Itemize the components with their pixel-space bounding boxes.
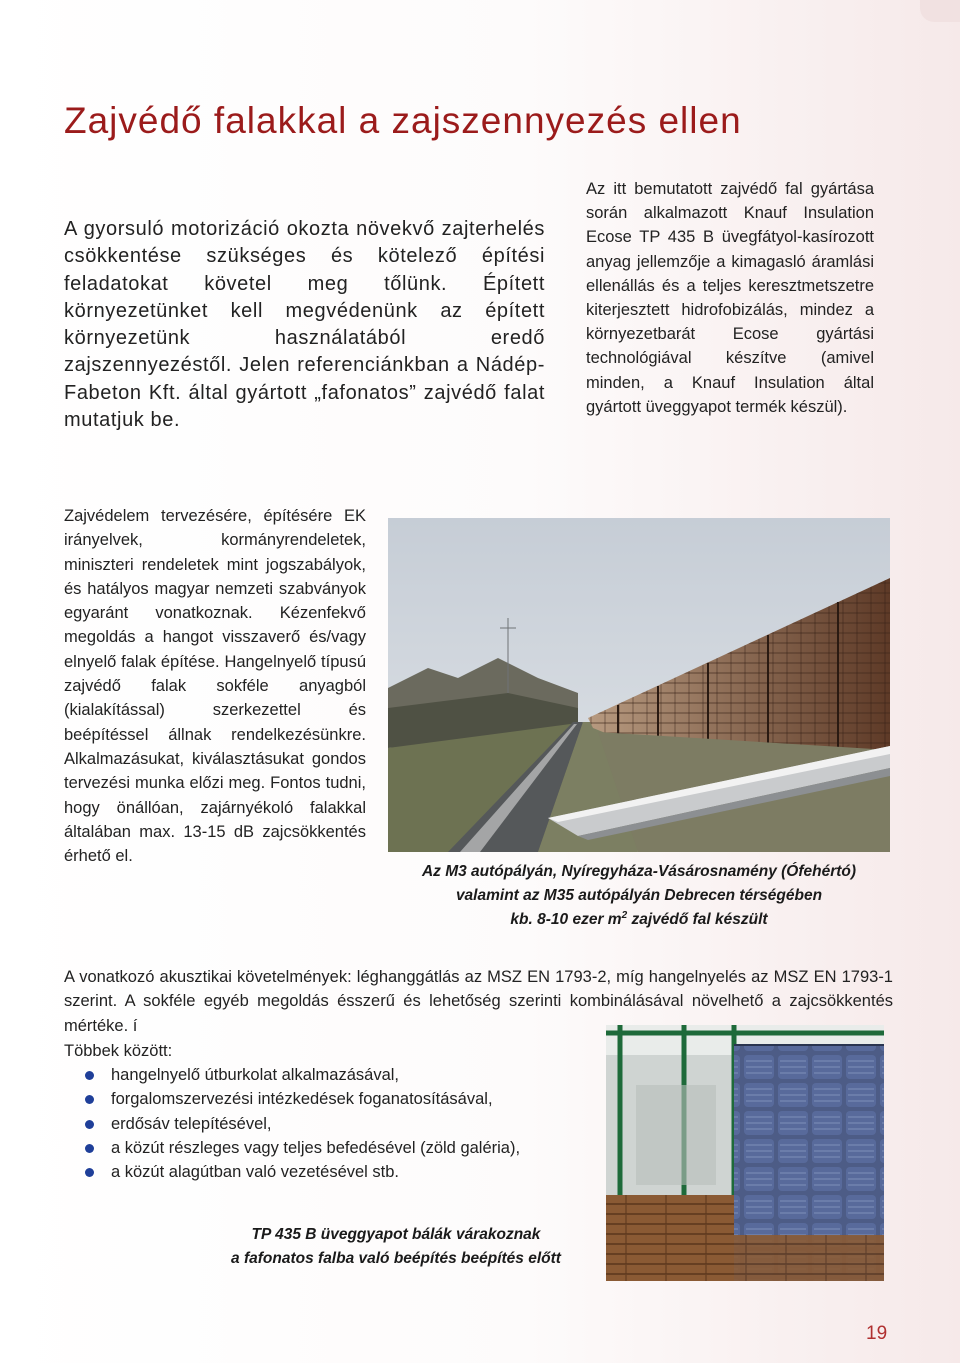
- list-item-text: a közút részleges vagy teljes befedésével (zöld galéria),: [111, 1138, 521, 1157]
- bullet-dot-icon: [85, 1071, 94, 1080]
- page-title: Zajvédő falakkal a zajszennyezés ellen: [64, 100, 742, 141]
- wall-caption-line-3-start: kb. 8-10 ezer m: [510, 911, 622, 928]
- intro-paragraph: A gyorsuló motorizáció okozta növekvő zajterhelés csökkentése szükséges és kötelező építési feladatokat követel meg tőlünk. Épített környezetünket kell megvédenünk az épített környezetünk használatából eredő zajszennyezéstől. Jelen referenciánkban a Nádép-Fabeton Kft. által gyártott „fafonatos” zajvédő falat mutatjuk be.: [64, 218, 545, 432]
- bullet-dot-icon: [85, 1168, 94, 1177]
- bales-photo-caption: [190, 1223, 602, 1271]
- wall-caption-line-1: Az M3 autópályán, Nyíregyháza-Vásárosnamény (Ófehértó): [421, 863, 857, 880]
- list-item-text: hangelnyelő útburkolat alkalmazásával,: [111, 1066, 400, 1084]
- list-item: [64, 1087, 604, 1111]
- knauf-description-paragraph: Az itt bemutatott zajvédő fal gyártása során alkalmazott Knauf Insulation Ecose TP 435 B üvegfátyol-kasírozott anyag jellemzője a kimagasló áramlási ellenállás és a teljes keresztmetszetre kiterjesztett hidrofobizálás, mindez a környezetbarát Ecose gyártási technológiával készítve (amivel minden, a Knauf Insulation által gyártott üveggyapot termék készül).: [586, 180, 874, 416]
- square-superscript: 2: [621, 909, 628, 921]
- bullet-dot-icon: [85, 1120, 94, 1129]
- list-item: [64, 1160, 604, 1184]
- among-label: Többek között:: [64, 1042, 173, 1060]
- list-item: [64, 1112, 604, 1136]
- wall-caption-line-3-end: zajvédő fal készült: [627, 911, 768, 928]
- bales-caption-line-2: a fafonatos falba való beépítés beépítés előtt: [231, 1250, 561, 1267]
- bullet-dot-icon: [85, 1144, 94, 1153]
- bullet-dot-icon: [85, 1095, 94, 1104]
- list-item-text: forgalomszervezési intézkedések foganatosításával,: [111, 1090, 493, 1109]
- wall-caption-line-2: valamint az M35 autópályán Debrecen térségében: [455, 887, 823, 904]
- list-item: [64, 1063, 604, 1087]
- page-number: 19: [866, 1323, 888, 1344]
- list-item-text: erdősáv telepítésével,: [111, 1114, 272, 1133]
- bales-caption-line-1: TP 435 B üveggyapot bálák várakoznak: [251, 1226, 541, 1243]
- wall-photo-caption: [388, 860, 890, 932]
- corner-tab: [920, 0, 960, 22]
- noise-wall-photo: [388, 518, 890, 852]
- glasswool-bales-photo: [606, 1025, 884, 1281]
- measures-list: [64, 1063, 604, 1184]
- acoustic-requirements-paragraph: A vonatkozó akusztikai követelmények: léghanggátlás az MSZ EN 1793-2, míg hangelnyelés az MSZ EN 1793-1 szerint. A sokféle egyéb megoldás ésszerű és lehetőség szerinti kombinálásával növelhető a zajcsökkentés mértéke. í: [64, 968, 893, 1035]
- wall-caption-line-3: [510, 911, 767, 928]
- list-item-text: a közút alagútban való vezetésével stb.: [111, 1163, 400, 1182]
- regulations-paragraph: Zajvédelem tervezésére, építésére EK irányelvek, kormányrendeletek, miniszteri rendeletek mint jogszabályok, és hatályos magyar nemzeti szabványok egyaránt vonatkoznak. Kézenfekvő megoldás a hangot visszaverő és/vagy elnyelő falak építése. Hangelnyelő típusú zajvédő falak sokféle anyagból (kialakítással) szerkezettel és beépítéssel állnak rendelkezésünkre. Alkalmazásukat, kiválasztásukat gondos tervezési munka előzi meg. Fontos tudni, hogy önállóan, zajárnyékoló falakkal általában max. 13-15 dB zajcsökkentés érhető el.: [64, 507, 366, 866]
- list-item: [64, 1136, 604, 1160]
